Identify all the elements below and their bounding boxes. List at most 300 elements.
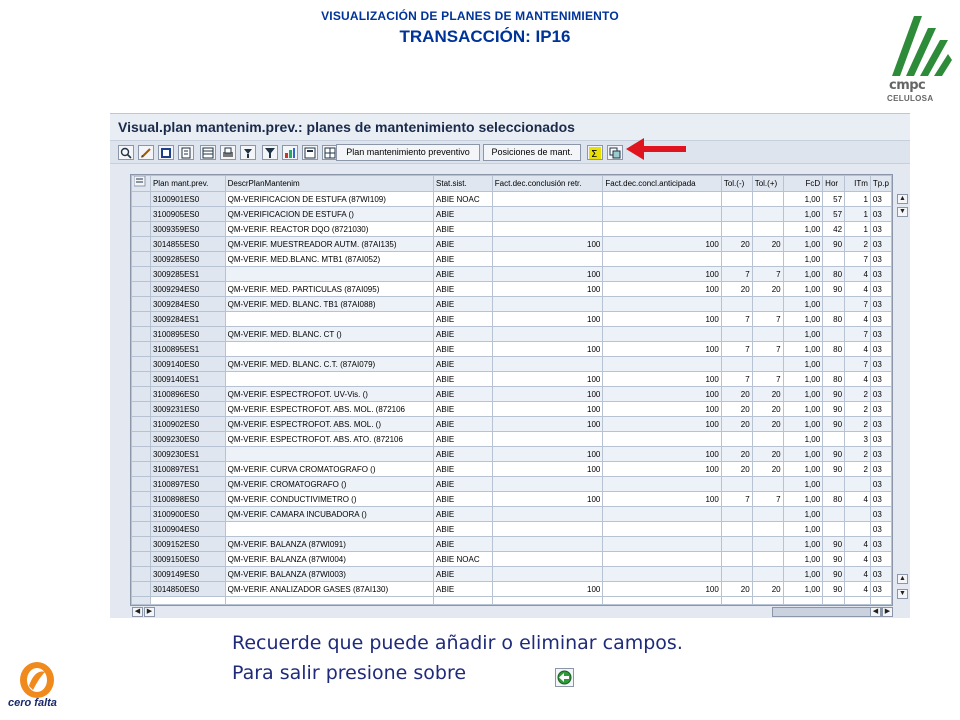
table-cell[interactable]: 2 (845, 447, 871, 462)
table-cell[interactable] (603, 192, 721, 207)
table-cell[interactable]: 1,00 (783, 342, 823, 357)
table-cell[interactable]: QM-VERIF. BALANZA (87WI091) (225, 537, 433, 552)
table-cell[interactable]: 1,00 (783, 492, 823, 507)
table-cell[interactable]: 1,00 (783, 222, 823, 237)
table-cell[interactable]: 3009231ES0 (150, 402, 225, 417)
column-header[interactable]: Tp.p (870, 176, 891, 192)
table-cell[interactable] (492, 297, 603, 312)
table-cell[interactable]: 03 (870, 567, 891, 582)
table-cell[interactable]: 3014855ES0 (150, 237, 225, 252)
table-cell[interactable]: 2 (845, 237, 871, 252)
table-cell[interactable]: 1,00 (783, 522, 823, 537)
table-cell[interactable] (603, 567, 721, 582)
table-row[interactable] (132, 507, 892, 522)
row-selector[interactable] (132, 297, 151, 312)
table-cell[interactable]: 3100897ES0 (150, 477, 225, 492)
table-cell[interactable]: 2 (845, 462, 871, 477)
table-cell[interactable] (752, 552, 783, 567)
table-cell[interactable]: 03 (870, 522, 891, 537)
table-cell[interactable]: 100 (603, 462, 721, 477)
row-selector[interactable] (132, 192, 151, 207)
table-row[interactable] (132, 327, 892, 342)
table-cell[interactable]: QM-VERIF. ESPECTROFOT. ABS. ATO. (872106 (225, 432, 433, 447)
table-cell[interactable] (823, 432, 845, 447)
table-cell[interactable]: 1,00 (783, 312, 823, 327)
table-cell[interactable]: 20 (721, 447, 752, 462)
sum-icon[interactable] (587, 145, 603, 160)
table-cell[interactable]: ABIE (434, 237, 493, 252)
row-selector[interactable] (132, 387, 151, 402)
table-cell[interactable]: 20 (721, 237, 752, 252)
table-cell[interactable]: QM-VERIF. CONDUCTIVIMETRO () (225, 492, 433, 507)
table-row[interactable] (132, 372, 892, 387)
table-cell[interactable]: 4 (845, 372, 871, 387)
table-cell[interactable]: 03 (870, 237, 891, 252)
table-cell[interactable] (492, 477, 603, 492)
table-cell[interactable] (845, 507, 871, 522)
table-cell[interactable] (603, 537, 721, 552)
table-cell[interactable]: 90 (823, 402, 845, 417)
table-cell[interactable]: 1,00 (783, 567, 823, 582)
table-cell[interactable] (603, 207, 721, 222)
table-cell[interactable]: QM-VERIF. BALANZA (87WI004) (225, 552, 433, 567)
table-cell[interactable]: 20 (721, 387, 752, 402)
table-cell[interactable]: 100 (603, 282, 721, 297)
table-row[interactable] (132, 462, 892, 477)
table-cell[interactable]: 4 (845, 567, 871, 582)
table-cell[interactable]: 1,00 (783, 477, 823, 492)
table-cell[interactable]: ABIE NOAC (434, 552, 493, 567)
table-cell[interactable]: 1,00 (783, 552, 823, 567)
table-cell[interactable]: 3100895ES1 (150, 342, 225, 357)
select-all-icon[interactable] (132, 176, 151, 192)
table-cell[interactable] (823, 252, 845, 267)
row-selector[interactable] (132, 462, 151, 477)
table-cell[interactable] (492, 567, 603, 582)
table-cell[interactable] (603, 327, 721, 342)
table-cell[interactable] (752, 327, 783, 342)
table-cell[interactable]: 100 (603, 372, 721, 387)
table-cell[interactable]: 100 (492, 387, 603, 402)
table-cell[interactable]: QM-VERIF. ANALIZADOR GASES (87AI130) (225, 582, 433, 597)
table-cell[interactable] (752, 432, 783, 447)
scroll-left-icon[interactable]: ◀ (132, 607, 143, 617)
filter-icon[interactable] (262, 145, 278, 160)
table-cell[interactable]: 03 (870, 267, 891, 282)
table-cell[interactable]: 80 (823, 372, 845, 387)
row-selector[interactable] (132, 417, 151, 432)
table-cell[interactable]: 7 (752, 312, 783, 327)
table-cell[interactable] (752, 567, 783, 582)
table-cell[interactable]: 03 (870, 297, 891, 312)
table-cell[interactable] (752, 507, 783, 522)
scroll-up-icon[interactable]: ▲ (897, 194, 908, 204)
table-cell[interactable]: 4 (845, 492, 871, 507)
table-cell[interactable]: 90 (823, 282, 845, 297)
table-cell[interactable]: 100 (492, 267, 603, 282)
table-cell[interactable]: 03 (870, 312, 891, 327)
table-cell[interactable]: 3100901ES0 (150, 192, 225, 207)
chart-icon[interactable] (282, 145, 298, 160)
table-cell[interactable]: 3100895ES0 (150, 327, 225, 342)
table-cell[interactable]: 1,00 (783, 447, 823, 462)
table-row[interactable] (132, 222, 892, 237)
table-cell[interactable] (721, 222, 752, 237)
table-cell[interactable]: 100 (492, 447, 603, 462)
table-cell[interactable]: 03 (870, 357, 891, 372)
table-cell[interactable]: 2 (845, 417, 871, 432)
table-cell[interactable]: 03 (870, 507, 891, 522)
table-cell[interactable]: 1,00 (783, 372, 823, 387)
table-cell[interactable]: 42 (823, 222, 845, 237)
table-cell[interactable]: 1,00 (783, 537, 823, 552)
table-cell[interactable] (603, 522, 721, 537)
row-selector[interactable] (132, 507, 151, 522)
table-cell[interactable] (492, 222, 603, 237)
table-row[interactable] (132, 582, 892, 597)
table-cell[interactable] (603, 222, 721, 237)
table-cell[interactable] (721, 297, 752, 312)
table-cell[interactable] (603, 477, 721, 492)
table-cell[interactable]: 1,00 (783, 282, 823, 297)
table-cell[interactable]: 4 (845, 282, 871, 297)
table-cell[interactable] (492, 522, 603, 537)
row-selector[interactable] (132, 537, 151, 552)
column-header[interactable]: Tol.(+) (752, 176, 783, 192)
vertical-scrollbar[interactable] (896, 174, 910, 606)
table-cell[interactable]: 7 (721, 492, 752, 507)
horizontal-scrollbar[interactable] (130, 607, 893, 618)
table-row[interactable] (132, 342, 892, 357)
edit-icon[interactable] (138, 145, 154, 160)
table-cell[interactable] (225, 522, 433, 537)
table-cell[interactable]: 3100904ES0 (150, 522, 225, 537)
column-header[interactable]: Plan mant.prev. (150, 176, 225, 192)
table-cell[interactable]: 90 (823, 582, 845, 597)
table-row[interactable] (132, 237, 892, 252)
column-header[interactable]: Fact.dec.concl.anticipada (603, 176, 721, 192)
row-selector[interactable] (132, 252, 151, 267)
back-icon[interactable] (555, 668, 574, 687)
table-cell[interactable]: 90 (823, 552, 845, 567)
table-cell[interactable]: 03 (870, 222, 891, 237)
table-cell[interactable]: 03 (870, 342, 891, 357)
layout-icon[interactable] (200, 145, 216, 160)
table-cell[interactable]: 03 (870, 282, 891, 297)
table-cell[interactable]: 03 (870, 447, 891, 462)
table-cell[interactable] (752, 357, 783, 372)
table-cell[interactable] (492, 357, 603, 372)
table-cell[interactable]: 3009285ES1 (150, 267, 225, 282)
table-cell[interactable] (845, 477, 871, 492)
table-cell[interactable]: 3009294ES0 (150, 282, 225, 297)
table-cell[interactable]: 100 (603, 402, 721, 417)
table-cell[interactable]: 20 (752, 417, 783, 432)
table-cell[interactable]: 100 (492, 582, 603, 597)
table-cell[interactable]: QM-VERIF. MED.BLANC. MTB1 (87AI052) (225, 252, 433, 267)
table-cell[interactable]: 3009284ES1 (150, 312, 225, 327)
table-cell[interactable]: 100 (492, 237, 603, 252)
table-cell[interactable]: QM-VERIF. CROMATOGRAFO () (225, 477, 433, 492)
table-cell[interactable]: 20 (721, 462, 752, 477)
table-cell[interactable]: 3009285ES0 (150, 252, 225, 267)
table-cell[interactable]: 7 (752, 267, 783, 282)
table-cell[interactable] (492, 192, 603, 207)
table-cell[interactable]: 1,00 (783, 432, 823, 447)
table-cell[interactable]: 4 (845, 267, 871, 282)
table-cell[interactable]: 20 (721, 282, 752, 297)
table-cell[interactable]: 03 (870, 402, 891, 417)
table-cell[interactable]: 1,00 (783, 327, 823, 342)
table-cell[interactable]: 03 (870, 492, 891, 507)
table-cell[interactable]: ABIE (434, 222, 493, 237)
table-cell[interactable]: 100 (492, 282, 603, 297)
table-cell[interactable]: 3100897ES1 (150, 462, 225, 477)
table-cell[interactable]: ABIE (434, 297, 493, 312)
table-cell[interactable]: QM-VERIFICACION DE ESTUFA () (225, 207, 433, 222)
table-cell[interactable] (225, 342, 433, 357)
table-cell[interactable] (492, 537, 603, 552)
table-cell[interactable]: 7 (845, 252, 871, 267)
table-row[interactable] (132, 297, 892, 312)
table-cell[interactable]: 4 (845, 537, 871, 552)
table-cell[interactable]: 3009150ES0 (150, 552, 225, 567)
table-cell[interactable] (823, 297, 845, 312)
table-cell[interactable]: 100 (492, 402, 603, 417)
table-cell[interactable] (603, 507, 721, 522)
table-cell[interactable]: 1,00 (783, 402, 823, 417)
table-cell[interactable]: 1,00 (783, 387, 823, 402)
table-row[interactable] (132, 207, 892, 222)
table-cell[interactable]: ABIE (434, 357, 493, 372)
table-cell[interactable] (721, 192, 752, 207)
table-cell[interactable]: ABIE (434, 342, 493, 357)
table-cell[interactable]: 100 (603, 237, 721, 252)
table-cell[interactable] (603, 357, 721, 372)
column-header[interactable]: FcD (783, 176, 823, 192)
table-cell[interactable]: 90 (823, 462, 845, 477)
table-cell[interactable]: 7 (721, 342, 752, 357)
table-cell[interactable] (721, 327, 752, 342)
table-cell[interactable]: 2 (845, 387, 871, 402)
table-cell[interactable]: 1 (845, 207, 871, 222)
table-cell[interactable] (752, 522, 783, 537)
table-cell[interactable]: 1,00 (783, 192, 823, 207)
table-cell[interactable] (823, 522, 845, 537)
table-cell[interactable]: 3009152ES0 (150, 537, 225, 552)
print-icon[interactable] (220, 145, 236, 160)
table-cell[interactable]: 100 (603, 267, 721, 282)
table-cell[interactable]: 4 (845, 312, 871, 327)
table-cell[interactable]: ABIE (434, 567, 493, 582)
table-cell[interactable]: 4 (845, 552, 871, 567)
row-selector[interactable] (132, 372, 151, 387)
posiciones-button[interactable]: Posiciones de mant. (483, 144, 581, 161)
table-row[interactable] (132, 417, 892, 432)
table-cell[interactable]: 1,00 (783, 237, 823, 252)
table-cell[interactable]: 20 (752, 462, 783, 477)
column-header[interactable]: Fact.dec.conclusión retr. (492, 176, 603, 192)
table-cell[interactable]: 100 (603, 312, 721, 327)
table-cell[interactable] (721, 207, 752, 222)
row-selector[interactable] (132, 327, 151, 342)
table-cell[interactable] (752, 477, 783, 492)
table-cell[interactable] (752, 252, 783, 267)
table-cell[interactable] (721, 552, 752, 567)
table-cell[interactable]: QM-VERIF. MED. BLANC. CT () (225, 327, 433, 342)
table-cell[interactable]: ABIE (434, 387, 493, 402)
details-icon[interactable] (118, 145, 134, 160)
scroll-left-small-icon[interactable]: ◀ (870, 607, 881, 617)
table-cell[interactable]: 20 (721, 402, 752, 417)
table-cell[interactable]: ABIE (434, 462, 493, 477)
table-cell[interactable]: 3100896ES0 (150, 387, 225, 402)
table-cell[interactable]: 100 (603, 447, 721, 462)
column-header[interactable]: Stat.sist. (434, 176, 493, 192)
table-cell[interactable]: 20 (752, 237, 783, 252)
table-cell[interactable]: 3100905ES0 (150, 207, 225, 222)
table-cell[interactable]: 3009140ES1 (150, 372, 225, 387)
table-cell[interactable]: 100 (492, 462, 603, 477)
table-row[interactable] (132, 552, 892, 567)
table-cell[interactable]: 7 (845, 327, 871, 342)
table-cell[interactable]: 1,00 (783, 252, 823, 267)
table-cell[interactable]: 20 (752, 402, 783, 417)
table-cell[interactable] (721, 252, 752, 267)
refresh-icon[interactable] (158, 145, 174, 160)
table-cell[interactable]: 100 (603, 492, 721, 507)
table-cell[interactable]: 3100898ES0 (150, 492, 225, 507)
table-row[interactable] (132, 267, 892, 282)
row-selector[interactable] (132, 432, 151, 447)
table-cell[interactable]: 1,00 (783, 417, 823, 432)
table-cell[interactable]: 03 (870, 387, 891, 402)
table-cell[interactable]: QM-VERIF. MED. BLANC. C.T. (87AI079) (225, 357, 433, 372)
row-selector[interactable] (132, 267, 151, 282)
table-cell[interactable] (603, 432, 721, 447)
scroll-down-icon[interactable]: ▼ (897, 589, 908, 599)
table-row[interactable] (132, 312, 892, 327)
table-cell[interactable]: 80 (823, 312, 845, 327)
table-cell[interactable]: 100 (492, 372, 603, 387)
sort-icon[interactable] (240, 145, 256, 160)
table-cell[interactable]: 20 (752, 582, 783, 597)
table-cell[interactable] (845, 522, 871, 537)
row-selector[interactable] (132, 522, 151, 537)
table-cell[interactable]: 03 (870, 537, 891, 552)
row-selector[interactable] (132, 342, 151, 357)
table-cell[interactable] (225, 372, 433, 387)
horizontal-scroll-thumb[interactable] (772, 607, 882, 617)
scroll-down-small-icon[interactable]: ▼ (897, 207, 908, 217)
table-cell[interactable]: 20 (721, 417, 752, 432)
table-cell[interactable]: 7 (721, 372, 752, 387)
table-cell[interactable]: ABIE (434, 432, 493, 447)
table-cell[interactable]: QM-VERIF. ESPECTROFOT. ABS. MOL. () (225, 417, 433, 432)
table-cell[interactable]: ABIE (434, 477, 493, 492)
table-cell[interactable]: 3 (845, 432, 871, 447)
table-cell[interactable]: 4 (845, 582, 871, 597)
table-cell[interactable]: 90 (823, 417, 845, 432)
table-row[interactable] (132, 357, 892, 372)
table-cell[interactable]: ABIE (434, 372, 493, 387)
table-cell[interactable]: ABIE (434, 537, 493, 552)
row-selector[interactable] (132, 237, 151, 252)
row-selector[interactable] (132, 207, 151, 222)
scroll-right-small-icon[interactable]: ▶ (144, 607, 155, 617)
table-cell[interactable]: 20 (721, 582, 752, 597)
table-cell[interactable]: 90 (823, 237, 845, 252)
table-cell[interactable]: 80 (823, 342, 845, 357)
table-cell[interactable]: ABIE (434, 402, 493, 417)
table-cell[interactable]: ABIE (434, 582, 493, 597)
table-cell[interactable]: 7 (845, 357, 871, 372)
table-cell[interactable]: ABIE (434, 282, 493, 297)
table-row[interactable] (132, 522, 892, 537)
change-layout-icon[interactable] (607, 145, 623, 160)
table-cell[interactable] (603, 297, 721, 312)
table-cell[interactable] (603, 552, 721, 567)
table-cell[interactable]: 1,00 (783, 267, 823, 282)
table-row[interactable] (132, 282, 892, 297)
table-cell[interactable]: ABIE (434, 327, 493, 342)
table-cell[interactable] (752, 207, 783, 222)
table-cell[interactable] (721, 522, 752, 537)
table-cell[interactable]: 3014850ES0 (150, 582, 225, 597)
table-cell[interactable] (752, 192, 783, 207)
scroll-right-icon[interactable]: ▶ (882, 607, 893, 617)
table-cell[interactable]: 3100902ES0 (150, 417, 225, 432)
table-cell[interactable]: 03 (870, 432, 891, 447)
table-cell[interactable]: 03 (870, 552, 891, 567)
table-cell[interactable] (721, 507, 752, 522)
table-cell[interactable] (492, 552, 603, 567)
table-cell[interactable]: 100 (492, 312, 603, 327)
table-cell[interactable] (823, 357, 845, 372)
table-cell[interactable] (225, 447, 433, 462)
table-cell[interactable]: 57 (823, 207, 845, 222)
table-cell[interactable] (492, 432, 603, 447)
table-cell[interactable] (721, 357, 752, 372)
table-cell[interactable]: QM-VERIF. ESPECTROFOT. ABS. MOL. (872106 (225, 402, 433, 417)
table-cell[interactable]: QM-VERIF. MUESTREADOR AUTM. (87AI135) (225, 237, 433, 252)
table-cell[interactable]: ABIE (434, 507, 493, 522)
table-cell[interactable]: QM-VERIF. CURVA CROMATOGRAFO () (225, 462, 433, 477)
table-cell[interactable]: 7 (752, 372, 783, 387)
table-cell[interactable]: ABIE (434, 522, 493, 537)
table-cell[interactable]: 7 (752, 342, 783, 357)
table-cell[interactable] (721, 537, 752, 552)
row-selector[interactable] (132, 357, 151, 372)
document-icon[interactable] (178, 145, 194, 160)
plan-mantenimiento-button[interactable]: Plan mantenimiento preventivo (336, 144, 480, 161)
table-cell[interactable]: QM-VERIFICACION DE ESTUFA (87WI109) (225, 192, 433, 207)
table-cell[interactable] (492, 327, 603, 342)
table-cell[interactable]: 1 (845, 222, 871, 237)
table-cell[interactable]: 03 (870, 192, 891, 207)
row-selector[interactable] (132, 477, 151, 492)
table-cell[interactable]: 100 (492, 342, 603, 357)
table-cell[interactable]: 03 (870, 582, 891, 597)
table-cell[interactable] (721, 477, 752, 492)
table-cell[interactable]: 3009149ES0 (150, 567, 225, 582)
table-row[interactable] (132, 432, 892, 447)
table-cell[interactable]: QM-VERIF. MED. BLANC. TB1 (87AI088) (225, 297, 433, 312)
table-row[interactable] (132, 402, 892, 417)
table-cell[interactable]: 3100900ES0 (150, 507, 225, 522)
table-cell[interactable]: 3009284ES0 (150, 297, 225, 312)
table-cell[interactable]: 100 (603, 342, 721, 357)
